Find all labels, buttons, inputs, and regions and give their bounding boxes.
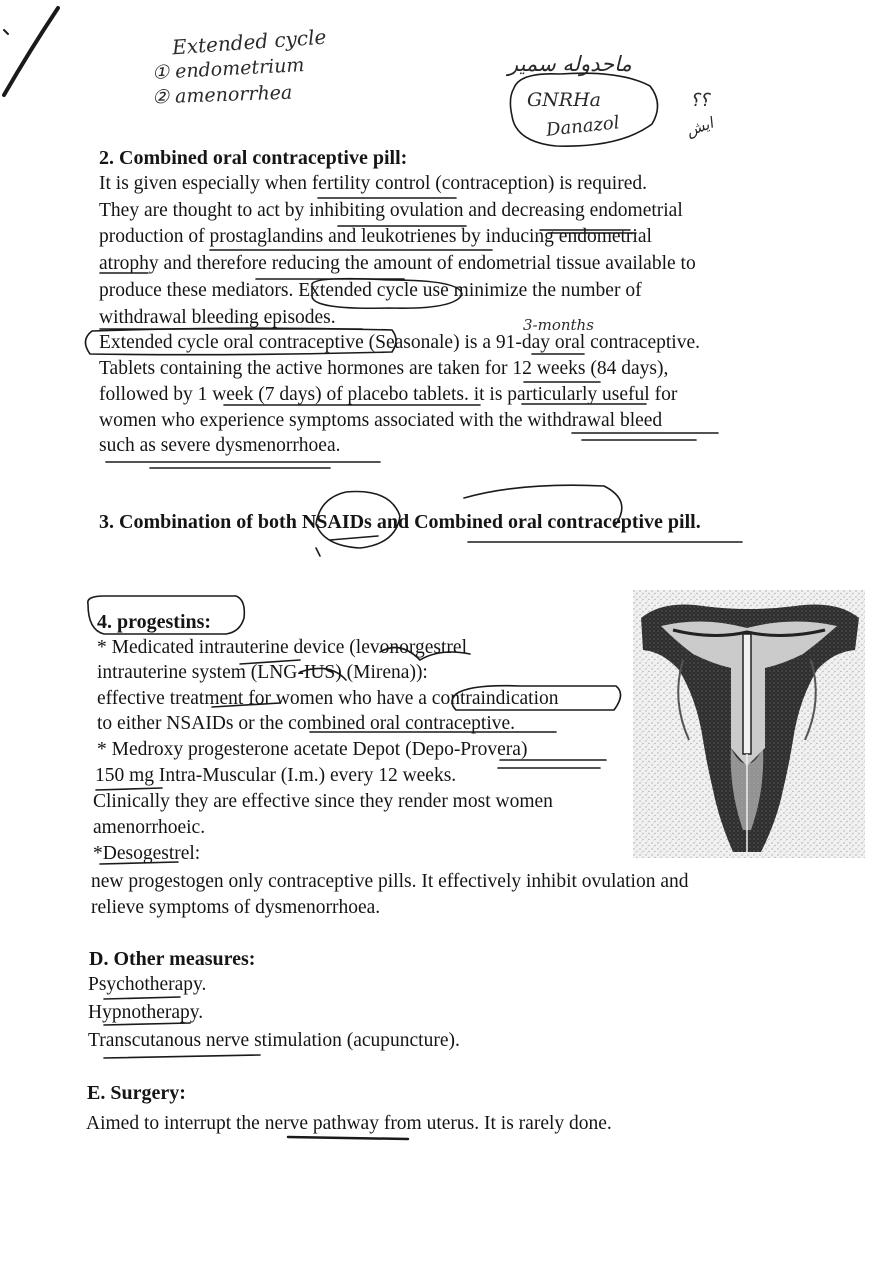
text-line: Extended cycle oral contraceptive (Seasonale) is a 91-day oral contraceptive. [99,332,700,353]
uterus-iud-illustration [633,590,865,858]
handwritten-note-danazol: Danazol [545,112,621,141]
text-line: relieve symptoms of dysmenorrhoea. [91,897,381,918]
text-line: * Medicated intrauterine device (levonorgestrel [97,637,467,658]
text-line: Aimed to interrupt the nerve pathway from uterus. It is rarely done. [86,1113,612,1134]
text-line: amenorrhoeic. [93,817,206,838]
section-4-heading: 4. progestins: [97,611,212,633]
handwritten-note-gnrha: GNRHa [527,89,602,111]
handwritten-note-question: ؟؟ [690,90,710,111]
text-line: Psychotherapy. [88,974,207,995]
text-line: * Medroxy progesterone acetate Depot (Depo-Provera) [97,739,528,760]
text-line: withdrawal bleeding episodes. [99,307,336,328]
text-line: effective treatment for women who have a contraindication [97,688,559,709]
text-line: *Desogestrel: [93,843,201,864]
text-line: Hypnotherapy. [88,1002,204,1023]
text-line: It is given especially when fertility control (contraception) is required. [99,173,647,194]
text-line: 150 mg Intra-Muscular (I.m.) every 12 weeks. [95,765,457,786]
text-line: women who experience symptoms associated with the withdrawal bleed [99,410,663,431]
section-3-heading: 3. Combination of both NSAIDs and Combined oral contraceptive pill. [99,511,701,533]
section-e-heading: E. Surgery: [87,1082,186,1104]
handwritten-note-endometrium: ① endometrium [151,54,305,84]
text-line: Tablets containing the active hormones are taken for 12 weeks (84 days), [99,358,669,379]
text-line: to either NSAIDs or the combined oral contraceptive. [97,713,516,734]
text-line: new progestogen only contraceptive pills. It effectively inhibit ovulation and [91,871,689,892]
handwritten-note-3-months: 3-months [523,316,594,334]
handwritten-note-extended-cycle: Extended cycle [171,24,328,60]
handwritten-note-arabic-2: ايش [683,113,716,141]
text-line: atrophy and therefore reducing the amount of endometrial tissue available to [99,253,696,274]
handwritten-note-amenorrhea: ② amenorrhea [151,81,293,109]
text-line: intrauterine system (LNG-IUS) (Mirena)): [97,662,428,683]
section-2-heading: 2. Combined oral contraceptive pill: [99,147,408,169]
text-line: Clinically they are effective since they render most women [93,791,553,812]
text-line: such as severe dysmenorrhoea. [99,435,341,456]
section-d-heading: D. Other measures: [89,948,256,970]
handwritten-note-arabic: ماحدوله سمير [508,52,632,76]
text-line: Transcutanous nerve stimulation (acupuncture). [88,1030,460,1051]
text-line: produce these mediators. Extended cycle use minimize the number of [99,280,642,301]
text-line: followed by 1 week (7 days) of placebo tablets. it is particularly useful for [99,384,678,405]
text-line: production of prostaglandins and leukotrienes by inducing endometrial [99,226,652,247]
text-line: They are thought to act by inhibiting ovulation and decreasing endometrial [99,200,683,221]
